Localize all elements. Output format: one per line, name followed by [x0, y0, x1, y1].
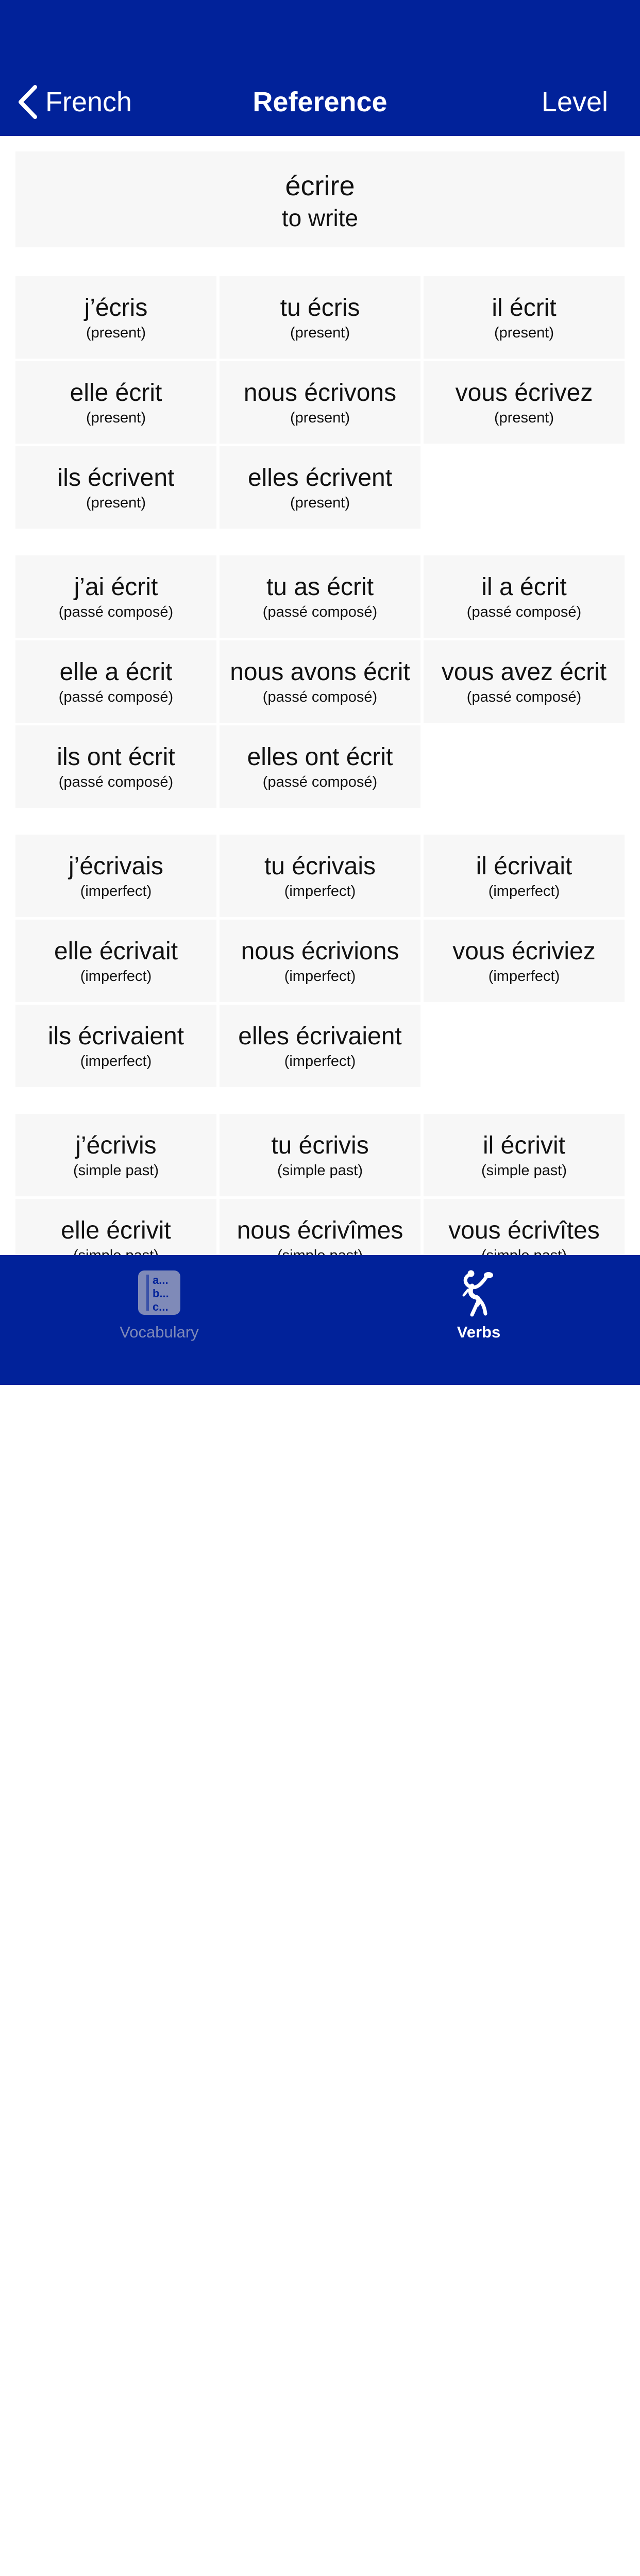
conjugation-form: tu écrivais — [264, 853, 376, 880]
level-button[interactable]: Level — [541, 87, 608, 117]
conjugation-form: il a écrit — [481, 573, 567, 601]
tab-vocabulary[interactable] — [51, 1262, 267, 1350]
conjugation-form: il écrit — [492, 294, 557, 321]
conjugation-form: vous écriviez — [452, 938, 596, 965]
conjugation-form: ils écrivent — [57, 464, 175, 492]
verb-infinitive: écrire — [285, 171, 355, 201]
conjugation-form: il écrivait — [476, 853, 572, 880]
conjugation-cell[interactable] — [424, 555, 625, 638]
tense-label: (present) — [290, 495, 350, 511]
conjugation-cell[interactable] — [220, 555, 420, 638]
tense-label: (present) — [86, 495, 146, 511]
conjugation-form: vous écrivez — [455, 379, 593, 406]
conjugation-cell[interactable] — [220, 725, 420, 808]
conjugation-cell[interactable] — [15, 276, 216, 359]
chevron-left-icon — [18, 85, 38, 119]
verb-translation: to write — [281, 205, 359, 231]
conjugation-cell[interactable] — [15, 920, 216, 1002]
conjugation-cell[interactable] — [15, 835, 216, 917]
tense-label: (imperfect) — [80, 1053, 152, 1070]
conjugation-form: tu as écrit — [266, 573, 374, 601]
conjugation-form: elle écrit — [70, 379, 162, 406]
tense-label: (imperfect) — [80, 883, 152, 900]
conjugation-form: elle écrivait — [54, 938, 178, 965]
conjugation-cell[interactable] — [220, 361, 420, 444]
tense-label: (simple past) — [73, 1162, 159, 1179]
conjugation-form: vous avez écrit — [441, 658, 607, 686]
conjugation-cell[interactable] — [220, 835, 420, 917]
conjugation-list[interactable] — [0, 136, 640, 1255]
tense-label: (imperfect) — [488, 883, 560, 900]
tense-label: (passé composé) — [58, 604, 174, 620]
conjugation-cell[interactable] — [424, 276, 625, 359]
tense-label: (present) — [290, 325, 350, 341]
conjugation-cell[interactable] — [15, 725, 216, 808]
conjugation-cell[interactable] — [15, 1114, 216, 1196]
tense-label: (imperfect) — [80, 968, 152, 985]
page-title: Reference — [252, 87, 388, 117]
conjugation-form: elles ont écrit — [247, 743, 393, 771]
conjugation-form: elles écrivaient — [238, 1023, 402, 1050]
tense-label: (present) — [494, 410, 554, 426]
back-button[interactable] — [18, 81, 132, 123]
conjugation-cell[interactable] — [220, 640, 420, 723]
conjugation-form: elles écrivent — [247, 464, 393, 492]
tab-verbs[interactable] — [370, 1262, 587, 1350]
tense-label: (passé composé) — [262, 689, 378, 705]
conjugation-form: tu écrivis — [271, 1132, 369, 1159]
conjugation-cell[interactable] — [220, 920, 420, 1002]
conjugation-form: ils ont écrit — [57, 743, 175, 771]
svg-text:b...: b... — [153, 1287, 169, 1300]
conjugation-cell[interactable] — [220, 276, 420, 359]
conjugation-form: nous écrivons — [243, 379, 397, 406]
tense-label: (simple past) — [277, 1162, 363, 1179]
conjugation-form: elle écrivit — [61, 1217, 171, 1244]
conjugation-form: j’écris — [84, 294, 148, 321]
conjugation-cell[interactable] — [424, 1114, 625, 1196]
tense-label: (passé composé) — [58, 689, 174, 705]
conjugation-cell[interactable] — [220, 446, 420, 529]
tense-label: (present) — [290, 410, 350, 426]
conjugation-cell[interactable] — [15, 361, 216, 444]
conjugation-form: ils écrivaient — [47, 1023, 184, 1050]
conjugation-cell[interactable] — [424, 920, 625, 1002]
discus-thrower-icon — [457, 1269, 501, 1316]
conjugation-cell[interactable] — [15, 446, 216, 529]
conjugation-cell[interactable] — [424, 361, 625, 444]
tense-label: (present) — [86, 325, 146, 341]
tense-label: (passé composé) — [466, 689, 582, 705]
conjugation-form: j’ai écrit — [74, 573, 158, 601]
svg-text:a...: a... — [153, 1274, 169, 1286]
tab-bar — [0, 1255, 640, 1385]
tense-label: (passé composé) — [58, 774, 174, 790]
conjugation-cell[interactable] — [220, 1114, 420, 1196]
tab-vocabulary-label: Vocabulary — [120, 1323, 199, 1341]
conjugation-form: il écrivit — [482, 1132, 565, 1159]
verb-header — [15, 151, 625, 247]
conjugation-form: tu écris — [280, 294, 360, 321]
tense-label: (imperfect) — [284, 883, 356, 900]
tense-label: (imperfect) — [284, 1053, 356, 1070]
conjugation-form: nous avons écrit — [230, 658, 410, 686]
tense-label: (imperfect) — [488, 968, 560, 985]
conjugation-cell[interactable] — [15, 1005, 216, 1087]
tense-label: (simple past) — [481, 1162, 567, 1179]
conjugation-form: j’écrivis — [75, 1132, 157, 1159]
conjugation-form: vous écrivîtes — [448, 1217, 600, 1244]
tense-label: (passé composé) — [262, 604, 378, 620]
navigation-bar — [0, 0, 640, 136]
tense-label: (passé composé) — [262, 774, 378, 790]
vocabulary-icon — [137, 1269, 181, 1316]
conjugation-form: nous écrivions — [241, 938, 399, 965]
conjugation-form: nous écrivîmes — [237, 1217, 403, 1244]
conjugation-cell[interactable] — [15, 555, 216, 638]
conjugation-cell[interactable] — [424, 640, 625, 723]
tab-verbs-label: Verbs — [457, 1323, 501, 1341]
conjugation-cell[interactable] — [15, 640, 216, 723]
back-button-label: French — [45, 87, 132, 117]
conjugation-form: elle a écrit — [59, 658, 173, 686]
tense-label: (present) — [86, 410, 146, 426]
tense-label: (imperfect) — [284, 968, 356, 985]
tense-label: (present) — [494, 325, 554, 341]
tense-label: (passé composé) — [466, 604, 582, 620]
conjugation-cell[interactable] — [220, 1005, 420, 1087]
svg-text:c...: c... — [153, 1300, 169, 1313]
conjugation-cell[interactable] — [424, 835, 625, 917]
conjugation-form: j’écrivais — [68, 853, 164, 880]
